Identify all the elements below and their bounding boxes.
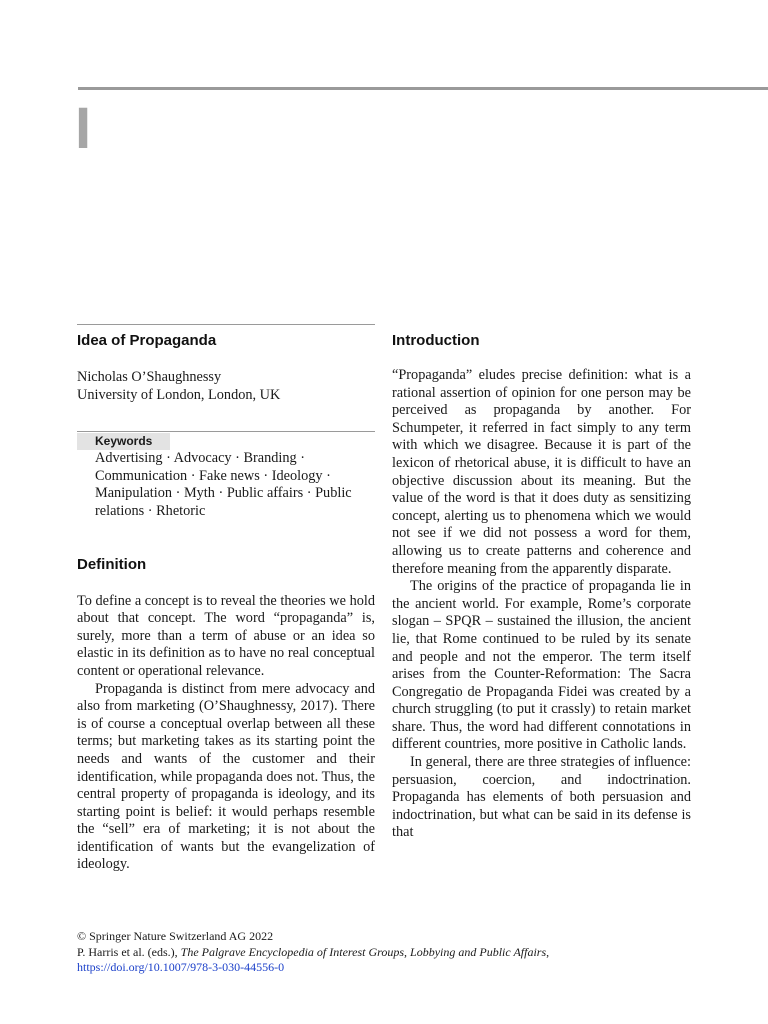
definition-body bbox=[77, 593, 375, 875]
introduction-body bbox=[392, 367, 691, 842]
citation-line bbox=[77, 945, 697, 961]
left-column bbox=[77, 324, 375, 874]
keywords-box bbox=[77, 431, 375, 520]
introduction-paragraph: The origins of the practice of propaganda lie in the ancient world. For example, Rome’s corporate slogan – SPQR – sustained the illusion, the ancient lie, that Rome continued to be ruled by its senate and people and not the emperor. The term itself arises from the Counter-Reformation: The Sacra Congregatio de Propaganda Fidei was created by a church struggling (to put it crassly) to retain market share. Thus, the word had different connotations in different countries, more positive in Catholic lands. bbox=[392, 578, 691, 753]
definition-paragraph: To define a concept is to reveal the theories we hold about that concept. The word “propaganda” is, surely, more than a term of abuse or an idea so elastic in its definition as to have no real conceptual content or operational relevance. bbox=[77, 592, 375, 679]
keywords-label: Keywords bbox=[77, 433, 170, 450]
author-block bbox=[77, 369, 375, 404]
right-column bbox=[392, 324, 691, 842]
citation-comma: , bbox=[546, 944, 550, 959]
introduction-heading: Introduction bbox=[392, 332, 480, 349]
keywords-list: Advertising · Advocacy · Branding · Communication · Fake news · Ideology · Manipulation · Myth · Public affairs · Public relations · Rhetoric bbox=[95, 450, 352, 519]
definition-heading: Definition bbox=[77, 555, 147, 573]
title-rule bbox=[77, 324, 375, 325]
copyright-line: © Springer Nature Switzerland AG 2022 bbox=[77, 929, 274, 943]
introduction-paragraph: In general, there are three strategies of influence: persuasion, coercion, and indoctrination. Propaganda has elements of both persuasion and indoctrination, but what can be said in its defense is that bbox=[392, 754, 691, 841]
doi-link[interactable]: https://doi.org/10.1007/978-3-030-44556-0 bbox=[77, 960, 285, 974]
author-name: Nicholas O’Shaughnessy bbox=[77, 369, 222, 385]
section-letter: I bbox=[75, 96, 92, 161]
entry-title: Idea of Propaganda bbox=[77, 332, 217, 349]
introduction-paragraph: “Propaganda” eludes precise definition: what is a rational assertion of opinion for one person may be perceived as propaganda by another. For Schumpeter, it referred in fact simply to any term with which we disagree. Because it is part of the lexicon of rhetorical abuse, it is difficult to have an objective discussion about its meaning. But the value of the word is that it does duty as sensitizing concept, alerting us to phenomena which we would not see if we did not possess a word for them, allowing us to create patterns and coherence and therefore meaning from the apparently disparate. bbox=[392, 367, 691, 577]
author-affiliation: University of London, London, UK bbox=[77, 386, 281, 403]
definition-paragraph: Propaganda is distinct from mere advocacy and also from marketing (O’Shaughnessy, 2017). There is of course a conceptual overlap between all these terms; but marketing takes as its starting point the needs and wants of the customer and their identification, while propaganda does not. Thus, the central property of propaganda is ideology, and its starting point is belief: it would perhaps resemble the “sell” era of marketing; it is not about the identification of wants but the evangelization of ideology. bbox=[77, 680, 375, 873]
header-rule bbox=[78, 87, 768, 90]
citation-footer bbox=[77, 929, 697, 976]
citation-editors: P. Harris et al. (eds.), bbox=[77, 944, 181, 959]
citation-book-title: The Palgrave Encyclopedia of Interest Groups, Lobbying and Public Affairs bbox=[180, 944, 547, 959]
